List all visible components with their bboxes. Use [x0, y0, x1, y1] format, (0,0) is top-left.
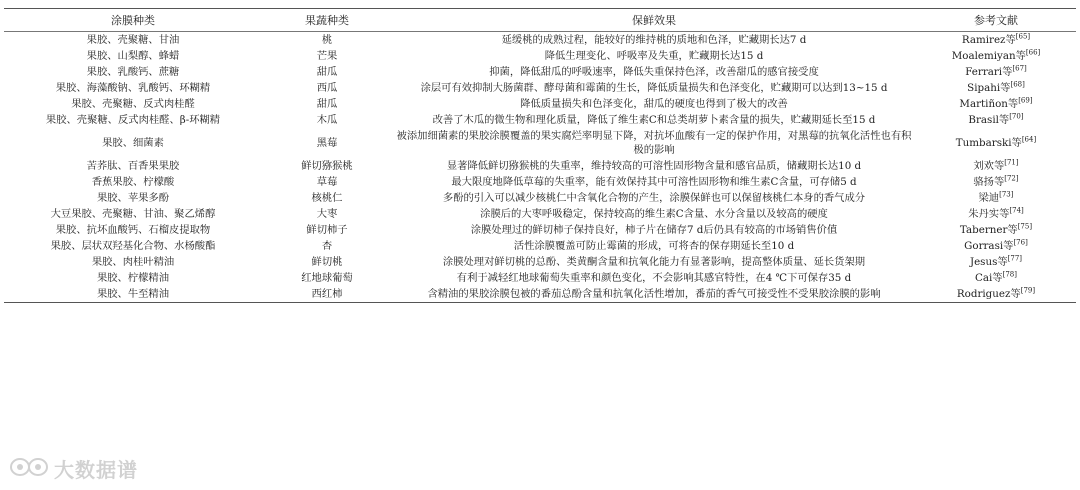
table-row	[4, 48, 1076, 64]
reference-number[interactable]: [71]	[1004, 158, 1019, 167]
reference-cell	[916, 238, 1076, 254]
reference-number[interactable]: [69]	[1018, 96, 1033, 105]
produce-cell: 草莓	[316, 176, 338, 188]
effect-cell: 活性涂膜覆盖可防止霉菌的形成，可将杏的保存期延长至10 d	[513, 240, 795, 252]
reference-cell	[916, 32, 1076, 49]
produce-cell: 西红柿	[262, 286, 392, 303]
produce-cell: 鲜切猕猴桃	[301, 160, 353, 172]
effect-cell: 抑菌，降低甜瓜的呼吸速率，降低失重保持色泽，改善甜瓜的感官接受度	[489, 66, 819, 78]
effect-cell: 多酚的引入可以减少核桃仁中含氧化合物的产生，涂膜保鲜也可以保留核桃仁本身的香气成分	[442, 192, 866, 204]
effect-cell: 显著降低鲜切猕猴桃的失重率，维持较高的可溶性固形物含量和感官品质，储藏期长达10 d	[446, 160, 862, 172]
table-body	[4, 32, 1076, 303]
reference-author: Rodriguez等	[956, 288, 1021, 300]
eye-logo-icon	[8, 454, 52, 480]
effect-cell: 最大限度地降低草莓的失重率，能有效保持其中可溶性固形物和维生素C含量，可存储5 d	[451, 176, 857, 188]
reference-author: Moalemiyan等	[951, 50, 1026, 62]
reference-author: 刘欢等	[973, 160, 1005, 172]
header-produce: 果蔬种类	[262, 9, 392, 32]
produce-cell: 鲜切桃	[311, 256, 343, 268]
table-row	[4, 112, 1076, 128]
coating-cell: 果胶、细菌素	[102, 137, 164, 149]
reference-cell	[916, 96, 1076, 112]
reference-author: Jesus等	[969, 256, 1008, 268]
table-row	[4, 174, 1076, 190]
coating-cell: 果胶、牛至精油	[4, 286, 262, 303]
reference-number[interactable]: [76]	[1013, 238, 1028, 247]
effect-cell: 延缓桃的成熟过程，能较好的维持桃的质地和色泽，贮藏期长达7 d	[501, 34, 807, 46]
reference-number[interactable]: [66]	[1025, 48, 1041, 57]
reference-cell	[916, 158, 1076, 174]
produce-cell: 甜瓜	[316, 66, 338, 78]
reference-author: 朱丹实等	[968, 208, 1010, 220]
reference-author: Gorrasi等	[964, 240, 1014, 252]
reference-cell	[916, 64, 1076, 80]
reference-number[interactable]: [74]	[1009, 206, 1024, 215]
coating-cell: 果胶、壳聚糖、反式肉桂醛、β-环糊精	[45, 114, 221, 126]
coating-cell: 大豆果胶、壳聚糖、甘油、聚乙烯醇	[50, 208, 216, 220]
reference-cell	[916, 48, 1076, 64]
table-row	[4, 96, 1076, 112]
table-row	[4, 222, 1076, 238]
effect-cell: 有利于减轻红地球葡萄失重率和颜色变化，不会影响其感官特性，在4 ℃下可保存35 d	[456, 272, 852, 284]
reference-cell	[916, 222, 1076, 238]
coating-cell: 果胶、柠檬精油	[96, 272, 170, 284]
effect-cell: 改善了木瓜的微生物和理化质量，降低了维生素C和总类胡萝卜素含量的损失，贮藏期延长至15 d	[432, 114, 876, 126]
table-row	[4, 254, 1076, 270]
reference-author: Sipahi等	[967, 82, 1011, 94]
table-row	[4, 80, 1076, 96]
produce-cell: 红地球葡萄	[301, 272, 353, 284]
produce-cell: 大枣	[316, 208, 338, 220]
coating-cell: 果胶、海藻酸钠、乳酸钙、环糊精	[55, 82, 211, 94]
header-effect: 保鲜效果	[392, 9, 916, 32]
effect-cell: 涂层可有效抑制大肠菌群、酵母菌和霉菌的生长，降低质量损失和色泽变化，贮藏期可以达到13~15 d	[420, 82, 888, 94]
table-row	[4, 190, 1076, 206]
coating-cell: 果胶、肉桂叶精油	[91, 256, 175, 268]
reference-cell	[916, 254, 1076, 270]
table-header	[4, 9, 1076, 32]
table-row	[4, 238, 1076, 254]
reference-number[interactable]: [68]	[1010, 80, 1025, 89]
header-reference: 参考文献	[916, 9, 1076, 32]
table-row	[4, 206, 1076, 222]
reference-number[interactable]: [75]	[1017, 222, 1033, 231]
reference-cell	[916, 270, 1076, 286]
effect-cell: 涂膜处理过的鲜切柿子保持良好，柿子片在储存7 d后仍具有较高的市场销售价值	[470, 224, 838, 236]
table-row	[4, 128, 1076, 158]
produce-cell: 核桃仁	[311, 192, 343, 204]
reference-author: Tumbarski等	[955, 137, 1022, 149]
produce-cell: 西瓜	[316, 82, 338, 94]
coating-cell: 果胶、层状双羟基化合物、水杨酸酯	[50, 240, 216, 252]
produce-cell: 鲜切柿子	[306, 224, 348, 236]
reference-author: Martiñon等	[959, 98, 1019, 110]
reference-cell	[916, 80, 1076, 96]
reference-author: Cai等	[975, 272, 1003, 284]
reference-number[interactable]: [67]	[1012, 64, 1027, 73]
reference-cell	[916, 206, 1076, 222]
effect-cell: 含精油的果胶涂膜包被的番茄总酚含量和抗氧化活性增加，番茄的香气可接受性不受果胶涂膜的影响	[392, 286, 916, 303]
reference-number[interactable]: [64]	[1021, 135, 1037, 144]
reference-author: Ferrari等	[965, 66, 1013, 78]
coating-cell: 果胶、壳聚糖、甘油	[86, 34, 180, 46]
reference-author: 梁迪	[978, 192, 1000, 204]
watermark-text: 大数据谱	[54, 458, 138, 482]
coating-table	[4, 8, 1076, 303]
reference-number[interactable]: [65]	[1015, 32, 1031, 41]
coating-cell: 果胶、抗坏血酸钙、石榴皮提取物	[55, 224, 211, 236]
table-row	[4, 286, 1076, 303]
effect-cell: 涂膜处理对鲜切桃的总酚、类黄酮含量和抗氧化能力有显著影响，提高整体质量、延长货架期	[442, 256, 866, 268]
reference-number[interactable]: [79]	[1020, 286, 1036, 295]
produce-cell: 甜瓜	[316, 98, 338, 110]
reference-author: Brasil等	[968, 114, 1010, 126]
coating-cell: 果胶、山梨醇、蜂蜡	[86, 50, 180, 62]
reference-cell	[916, 128, 1076, 158]
produce-cell: 黑莓	[316, 137, 338, 149]
coating-cell: 果胶、乳酸钙、蔗糖	[86, 66, 180, 78]
table-row	[4, 158, 1076, 174]
reference-cell	[916, 190, 1076, 206]
table-row	[4, 270, 1076, 286]
reference-author: 骆扬等	[973, 176, 1005, 188]
reference-number[interactable]: [72]	[1004, 174, 1019, 183]
produce-cell: 木瓜	[316, 114, 338, 126]
effect-cell: 涂膜后的大枣呼吸稳定，保持较高的维生素C含量、水分含量以及较高的硬度	[480, 208, 828, 220]
reference-number[interactable]: [77]	[1007, 254, 1023, 263]
coating-cell: 果胶、壳聚糖、反式肉桂醛	[71, 98, 195, 110]
produce-cell: 桃	[321, 34, 333, 46]
watermark	[8, 452, 148, 486]
effect-cell: 被添加细菌素的果胶涂膜覆盖的果实腐烂率明显下降，对抗坏血酸有一定的保护作用，对黑莓的抗氧化活性也有积极的影响	[396, 130, 912, 156]
effect-cell: 降低生理变化、呼吸率及失重，贮藏期长达15 d	[544, 50, 764, 62]
header-coating: 涂膜种类	[4, 9, 262, 32]
reference-cell	[916, 112, 1076, 128]
reference-number[interactable]: [70]	[1009, 112, 1024, 121]
reference-cell	[916, 286, 1076, 303]
reference-cell	[916, 174, 1076, 190]
coating-cell: 苦荞肽、百香果果胶	[86, 160, 180, 172]
produce-cell: 芒果	[316, 50, 338, 62]
coating-cell: 果胶、苹果多酚	[96, 192, 170, 204]
coating-cell: 香蕉果胶、柠檬酸	[91, 176, 175, 188]
table-row	[4, 64, 1076, 80]
table-row	[4, 32, 1076, 49]
reference-number[interactable]: [78]	[1002, 270, 1017, 279]
effect-cell: 降低质量损失和色泽变化，甜瓜的硬度也得到了极大的改善	[520, 98, 788, 110]
reference-author: Ramirez等	[961, 34, 1016, 46]
produce-cell: 杏	[321, 240, 333, 252]
reference-number[interactable]: [73]	[999, 190, 1014, 199]
reference-author: Taberner等	[959, 224, 1018, 236]
